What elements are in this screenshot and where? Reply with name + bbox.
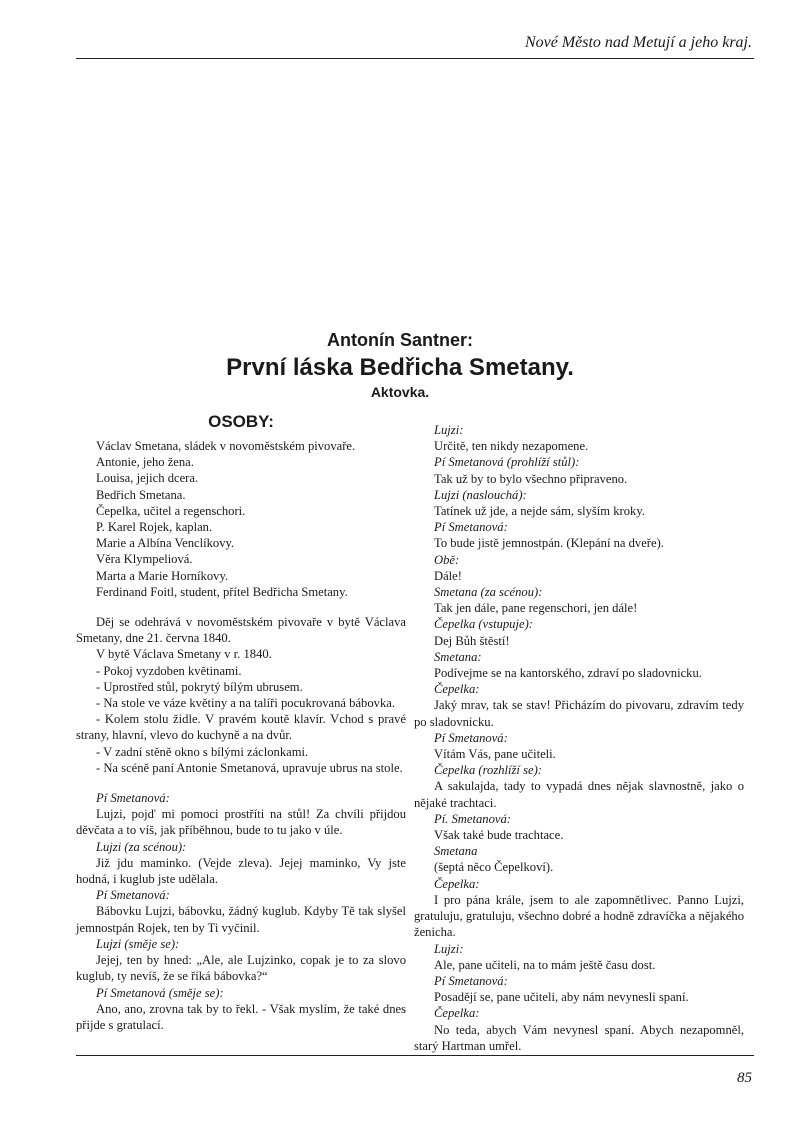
speaker: Obě: [434, 552, 460, 567]
speech: Již jdu maminko. (Vejde zleva). Jejej maminko, Vy jste hodná, i kuglub jste udělala. [76, 855, 406, 887]
author: Antonín Santner: [327, 330, 473, 350]
speaker: Lujzi: [434, 423, 464, 437]
speech: Podívejme se na kantorského, zdraví po sladovnicku. [434, 666, 702, 681]
cast-member: Bedřich Smetana. [96, 487, 186, 502]
speech: A sakulajda, tady to vypadá dnes nějak slavnostně, jako o nějaké trachtaci. [414, 779, 744, 810]
stage-direction: - Pokoj vyzdoben květinami. [96, 663, 242, 678]
speaker: Čepelka: [434, 682, 480, 697]
speech: (šeptá něco Čepelkoví). [434, 860, 554, 875]
setting-room: V bytě Václava Smetany v r. 1840. [96, 647, 272, 662]
cast-member: Ferdinand Foitl, student, přítel Bedřicha Smetany. [96, 584, 348, 599]
speaker: Pí Smetanová: [434, 973, 508, 988]
speaker: Pí Smetanová (směje se): [96, 985, 224, 1000]
header-rule [76, 58, 754, 59]
setting-intro: Děj se odehrává v novoměstském pivovaře v bytě Václava Smetany, dne 21. června 1840. [76, 615, 406, 646]
speaker: Čepelka: [434, 876, 480, 891]
spacer [76, 600, 406, 614]
stage-direction: - Kolem stolu židle. V pravém koutě klavír. Vchod s pravé strany, hlavní, vlevo do kuchyně a na dvůr. [76, 712, 406, 743]
speaker: Čepelka (rozhlíží se): [434, 763, 542, 778]
speaker: Smetana (za scénou): [434, 585, 543, 600]
speech: Jejej, ten by hned: „Ale, ale Lujzinko, copak je to za slovo kuglub, ty nevíš, že se říká bábovka?“ [76, 953, 406, 984]
cast-heading: OSOBY: [208, 412, 274, 431]
play-title: První láska Bedřicha Smetany. [226, 354, 574, 381]
left-column [76, 438, 406, 1033]
spacer [76, 776, 406, 790]
speech: Určitě, ten nikdy nezapomene. [434, 439, 589, 454]
speech: Dále! [434, 568, 462, 583]
cast-member: Čepelka, učitel a regenschori. [96, 503, 246, 518]
cast-member: P. Karel Rojek, kaplan. [96, 520, 213, 535]
play-subtitle: Aktovka. [370, 384, 430, 400]
speech: Tak jen dále, pane regenschori, jen dále! [434, 601, 638, 616]
speech: Dej Bůh štěstí! [434, 633, 510, 648]
speaker: Pí Smetanová (prohlíží stůl): [434, 455, 580, 470]
cast-member: Louisa, jejich dcera. [96, 471, 199, 486]
speaker: Pí Smetanová: [96, 791, 170, 806]
speech: Bábovku Lujzi, bábovku, žádný kuglub. Kdyby Tě tak slyšel jemnostpán Rojek, ten by Ti vyčinil. [76, 904, 406, 935]
speaker: Pí. Smetanová: [434, 811, 511, 826]
speaker: Pí Smetanová: [96, 888, 170, 903]
speech: I pro pána krále, jsem to ale zapomnětlivec. Panno Lujzi, gratuluju, gratuluju, všechno dobré a hodně zdravíčka a nějakého ženicha. [414, 892, 744, 940]
cast-member: Marta a Marie Horníkovy. [96, 568, 229, 583]
stage-direction: - Uprostřed stůl, pokrytý bílým ubrusem. [96, 679, 303, 694]
speaker: Lujzi: [434, 941, 464, 956]
speech: Posadějí se, pane učiteli, aby nám nevynesli spaní. [434, 990, 689, 1005]
speech: Lujzi, pojď mi pomoci prostříti na stůl! Za chvíli přijdou děvčata a to víš, jak příběhnou, bude to tu jako v úle. [76, 807, 406, 838]
cast-member: Václav Smetana, sládek v novoměstském pivovaře. [96, 439, 356, 453]
speaker: Smetana: [434, 649, 482, 664]
speech: Vítám Vás, pane učiteli. [434, 747, 556, 762]
speaker: Pí Smetanová: [434, 730, 508, 745]
speech: Ale, pane učiteli, na to mám ještě času dost. [434, 957, 656, 972]
speaker: Smetana [434, 844, 478, 859]
speech: Jaký mrav, tak se stav! Přicházím do pivovaru, zdravím tedy po sladovnicku. [414, 698, 744, 729]
right-column [414, 422, 744, 1054]
speaker: Lujzi (naslouchá): [434, 487, 527, 502]
stage-direction: - Na stole ve váze květiny a na talíři pocukrovaná bábovka. [96, 696, 395, 711]
speaker: Pí Smetanová: [434, 520, 508, 535]
speaker: Lujzi (za scénou): [96, 839, 187, 854]
speech: To bude jistě jemnostpán. (Klepání na dveře). [434, 536, 664, 551]
running-title: Nové Město nad Metují a jeho kraj. [524, 34, 752, 51]
speech: Však také bude trachtace. [434, 828, 564, 843]
page-number: 85 [737, 1070, 752, 1086]
speaker: Čepelka: [434, 1006, 480, 1021]
speaker: Lujzi (směje se): [96, 936, 180, 951]
speech: Tatínek už jde, a nejde sám, slyším kroky. [434, 504, 645, 519]
speech: No teda, abych Vám nevynesl spaní. Abych nezapomněl, starý Hartman umřel. [414, 1022, 744, 1053]
speaker: Čepelka (vstupuje): [434, 617, 533, 632]
speech: Tak už by to bylo všechno připraveno. [434, 471, 628, 486]
cast-member: Věra Klympeliová. [96, 552, 193, 567]
cast-member: Antonie, jeho žena. [96, 455, 194, 470]
cast-member: Marie a Albína Venclíkovy. [96, 536, 235, 551]
footer-rule [76, 1055, 754, 1056]
speech: Ano, ano, zrovna tak by to řekl. - Však myslím, že také dnes přijde s gratulací. [76, 1001, 406, 1032]
stage-direction: - V zadní stěně okno s bílými záclonkami. [96, 744, 309, 759]
stage-direction: - Na scéně paní Antonie Smetanová, upravuje ubrus na stole. [96, 760, 403, 775]
